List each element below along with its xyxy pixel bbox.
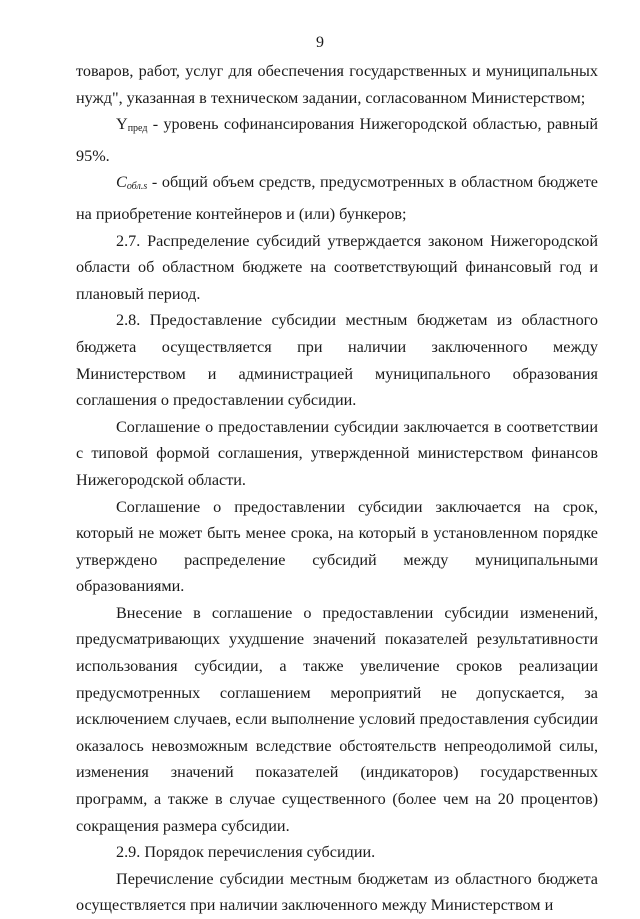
formula-description: - уровень софинансирования Нижегородской областью, равный 95%. bbox=[76, 115, 598, 165]
paragraph-transfer: Перечисление субсидии местным бюджетам из областного бюджета осуществляется при наличии заключенного между Министерством и bbox=[76, 869, 598, 915]
formula-description: - общий объем средств, предусмотренных в областном бюджете на приобретение контейнеров и (или) бункеров; bbox=[76, 173, 598, 223]
formula-symbol-c: C bbox=[116, 173, 127, 192]
paragraph-continuation: товаров, работ, услуг для обеспечения государственных и муниципальных нужд", указанная в техническом задании, согласованном Министерством; bbox=[76, 62, 598, 107]
formula-subscript-pred: пред bbox=[127, 123, 148, 135]
paragraph-agreement-term: Соглашение о предоставлении субсидии заключается на срок, который не может быть менее срока, на который в установленном порядке утверждено распределение субсидий между муниципальными образованиями. bbox=[76, 497, 598, 596]
paragraph-agreement-changes: Внесение в соглашение о предоставлении субсидии изменений, предусматривающих ухудшение значений показателей результативности использования субсидии, а также увеличение сроков реализации предусмотренных соглашением мероприятий не допускается, за исключением случаев, если выполнение условий предоставления субсидии оказалось невозможным вследствие обстоятельств непреодолимой силы, изменения значений показателей (индикаторов) государственных программ, а также в случае существенного (более чем на 20 процентов) сокращения размера субсидии. bbox=[76, 603, 598, 835]
paragraph-agreement-form: Соглашение о предоставлении субсидии заключается в соответствии с типовой формой соглашения, утвержденной министерством финансов Нижегородской области. bbox=[76, 417, 598, 489]
paragraph-formula-y-pred bbox=[76, 111, 598, 169]
paragraph-formula-c-obl bbox=[76, 169, 598, 227]
paragraph-2-7: 2.7. Распределение субсидий утверждается законом Нижегородской области об областном бюджете на соответствующий финансовый год и плановый период. bbox=[76, 231, 598, 303]
paragraph-2-9: 2.9. Порядок перечисления субсидии. bbox=[116, 843, 376, 862]
formula-subscript-obl: обл.s bbox=[126, 181, 148, 193]
paragraph-2-8: 2.8. Предоставление субсидии местным бюджетам из областного бюджета осуществляется при наличии заключенного между Министерством и администрацией муниципального образования соглашения о предоставлении субсидии. bbox=[76, 311, 598, 410]
document-body bbox=[76, 58, 598, 919]
page-number: 9 bbox=[316, 34, 324, 51]
formula-symbol-y: Y bbox=[116, 115, 128, 134]
